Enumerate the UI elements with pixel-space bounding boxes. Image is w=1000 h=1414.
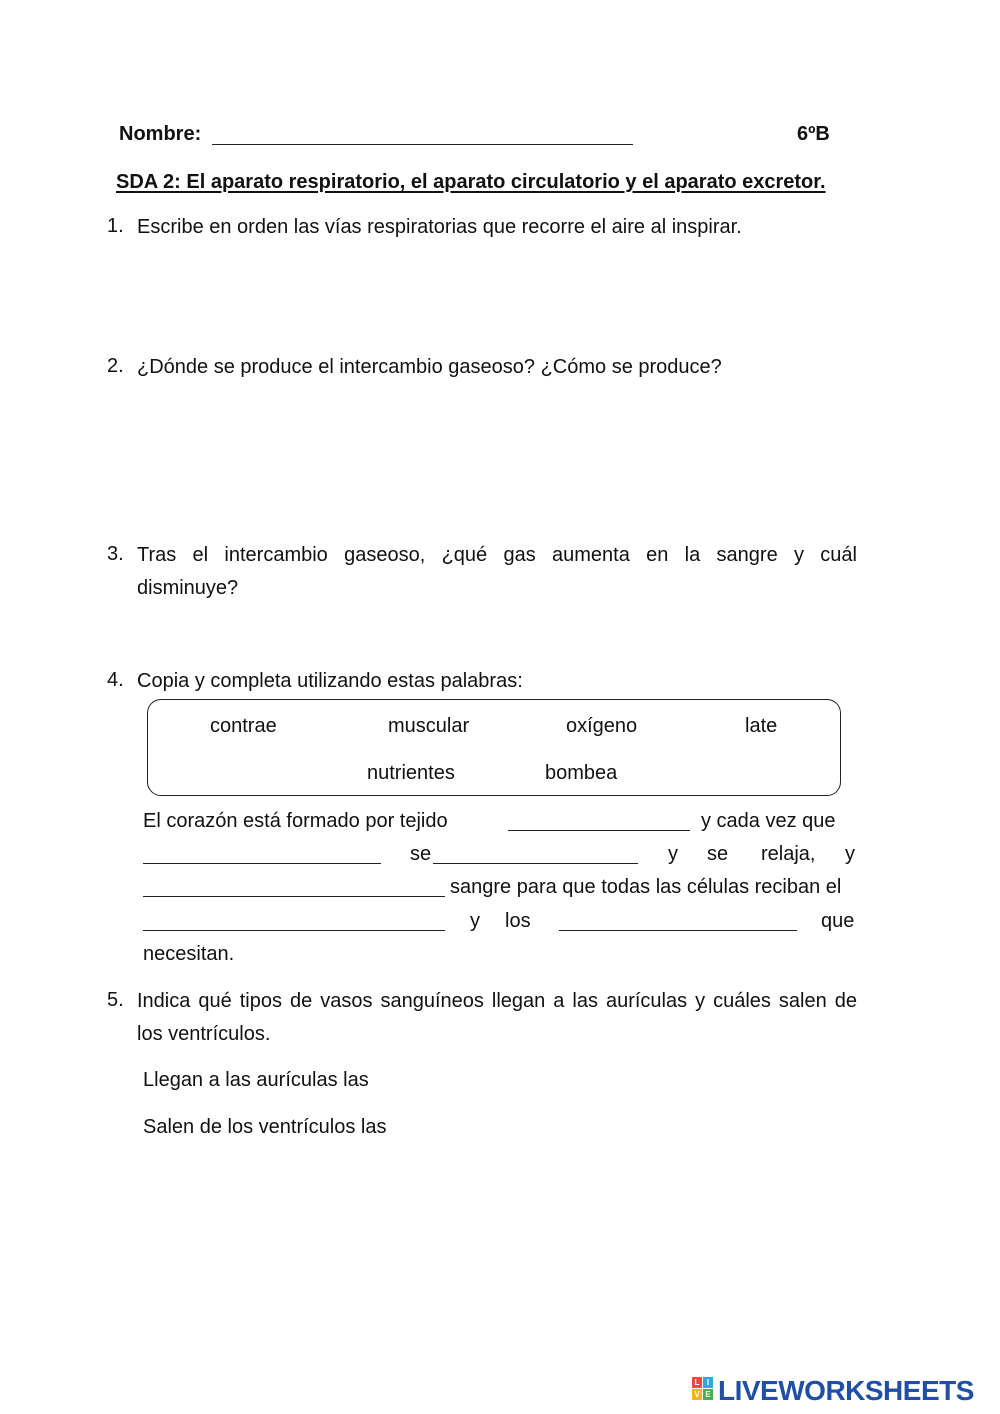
question-number-5: 5.: [107, 989, 124, 1011]
fill-text-segment: y: [470, 910, 480, 932]
answer-prompt-auriculas: Llegan a las aurículas las: [143, 1069, 369, 1091]
blank-nutrientes[interactable]: [559, 912, 797, 931]
question-3-line-1: Tras el intercambio gaseoso, ¿qué gas aumenta en la sangre y cuál: [137, 544, 857, 566]
question-number-1: 1.: [107, 215, 124, 237]
word-bank-item[interactable]: muscular: [388, 715, 470, 737]
logo-text: LIVEWORKSHEETS: [718, 1375, 974, 1406]
name-label: Nombre:: [119, 123, 202, 145]
blank-oxigeno[interactable]: [143, 912, 445, 931]
fill-text-segment: El corazón está formado por tejido: [143, 810, 448, 832]
fill-text-segment: relaja,: [761, 843, 816, 865]
answer-prompt-ventriculos: Salen de los ventrículos las: [143, 1116, 387, 1138]
blank-muscular[interactable]: [508, 812, 690, 831]
fill-text-segment: se: [410, 843, 432, 865]
question-3-line-2: disminuye?: [137, 577, 239, 599]
fill-text-segment: y: [845, 843, 855, 865]
word-bank-item[interactable]: nutrientes: [367, 762, 455, 784]
word-bank-box: [147, 699, 841, 796]
grade-label: 6ºB: [797, 123, 830, 145]
logo-tiles-icon: L I V E: [692, 1377, 714, 1401]
question-number-3: 3.: [107, 543, 124, 565]
blank-late[interactable]: [143, 845, 381, 864]
question-5-line-1: Indica qué tipos de vasos sanguíneos llegan a las aurículas y cuáles salen de: [137, 990, 857, 1012]
page-title: SDA 2: El aparato respiratorio, el aparato circulatorio y el aparato excretor.: [116, 171, 826, 193]
word-bank-item[interactable]: oxígeno: [566, 715, 638, 737]
fill-text-segment: y cada vez que: [701, 810, 836, 832]
fill-text-segment: sangre para que todas las células reciban el: [450, 876, 842, 898]
question-2-text: ¿Dónde se produce el intercambio gaseoso? ¿Cómo se produce?: [137, 356, 722, 378]
fill-text-segment: necesitan.: [143, 943, 235, 965]
name-input-line[interactable]: [212, 125, 633, 145]
question-5-line-2: los ventrículos.: [137, 1023, 271, 1045]
question-1-text: Escribe en orden las vías respiratorias que recorre el aire al inspirar.: [137, 216, 742, 238]
blank-contrae[interactable]: [433, 845, 638, 864]
question-number-4: 4.: [107, 669, 124, 691]
fill-text-segment: se: [707, 843, 729, 865]
fill-text-segment: y: [668, 843, 678, 865]
question-number-2: 2.: [107, 355, 124, 377]
blank-bombea[interactable]: [143, 878, 445, 897]
fill-line-1-text: [143, 809, 496, 833]
word-bank-item[interactable]: contrae: [210, 715, 277, 737]
fill-text-segment: que: [821, 910, 855, 932]
word-bank-item[interactable]: bombea: [545, 762, 618, 784]
question-4-text: Copia y completa utilizando estas palabras:: [137, 670, 523, 692]
word-bank-item[interactable]: late: [745, 715, 778, 737]
fill-text-segment: los: [505, 910, 531, 932]
